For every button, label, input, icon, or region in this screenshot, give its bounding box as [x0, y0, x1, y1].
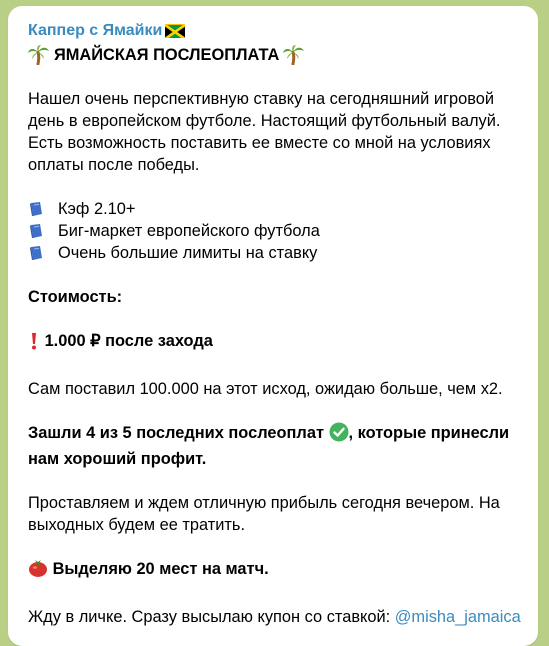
bet-note: Сам поставил 100.000 на этот исход, ожидаю больше, чем x2. — [28, 380, 503, 398]
blue-book-icon — [28, 201, 44, 217]
message-content — [28, 20, 533, 628]
blue-book-icon — [28, 223, 44, 239]
record-paragraph — [28, 422, 533, 470]
green-check-icon — [329, 422, 349, 448]
sender-name[interactable]: Каппер с Ямайки — [28, 22, 163, 39]
message-title-row — [28, 44, 533, 66]
list-item-text: Кэф 2.10+ — [58, 200, 136, 218]
message-title: ЯМАЙСКАЯ ПОСЛЕОПЛАТА — [54, 46, 280, 64]
evening-note: Проставляем и ждем отличную прибыль сегодня вечером. На выходных будем ее тратить. — [28, 494, 500, 534]
tomato-icon — [28, 558, 48, 584]
cost-line — [28, 330, 533, 356]
contact-paragraph — [28, 606, 533, 628]
palm-tree-icon — [28, 45, 50, 65]
list-item — [28, 242, 533, 264]
intro-paragraph: Нашел очень перспективную ставку на сегодняшний игровой день в европейском футболе. Настоящий футбольный валуй. Есть возможность поставить ее вместе со мной на условиях оплаты после победы. — [28, 90, 501, 174]
record-text-before: Зашли 4 из 5 последних послеоплат — [28, 424, 324, 442]
list-item — [28, 220, 533, 242]
cost-label: Стоимость: — [28, 288, 123, 306]
places-line — [28, 558, 533, 584]
jamaica-flag-icon — [165, 24, 185, 38]
palm-tree-icon — [283, 45, 305, 65]
list-item — [28, 198, 533, 220]
list-item-text: Биг-маркет европейского футбола — [58, 222, 320, 240]
list-item-text: Очень большие лимиты на ставку — [58, 244, 318, 262]
sender-row[interactable] — [28, 20, 533, 42]
red-exclamation-icon — [28, 332, 40, 356]
contact-link[interactable]: @misha_jamaica — [394, 608, 521, 626]
blue-book-icon — [28, 245, 44, 261]
record-text-after: , которые принесли нам хороший профит. — [28, 424, 510, 468]
cost-value: 1.000 ₽ после захода — [44, 332, 213, 350]
message-bubble — [8, 6, 538, 646]
places-note: Выделяю 20 мест на матч. — [52, 560, 269, 578]
contact-text: Жду в личке. Сразу высылаю купон со ставкой: — [28, 608, 395, 626]
